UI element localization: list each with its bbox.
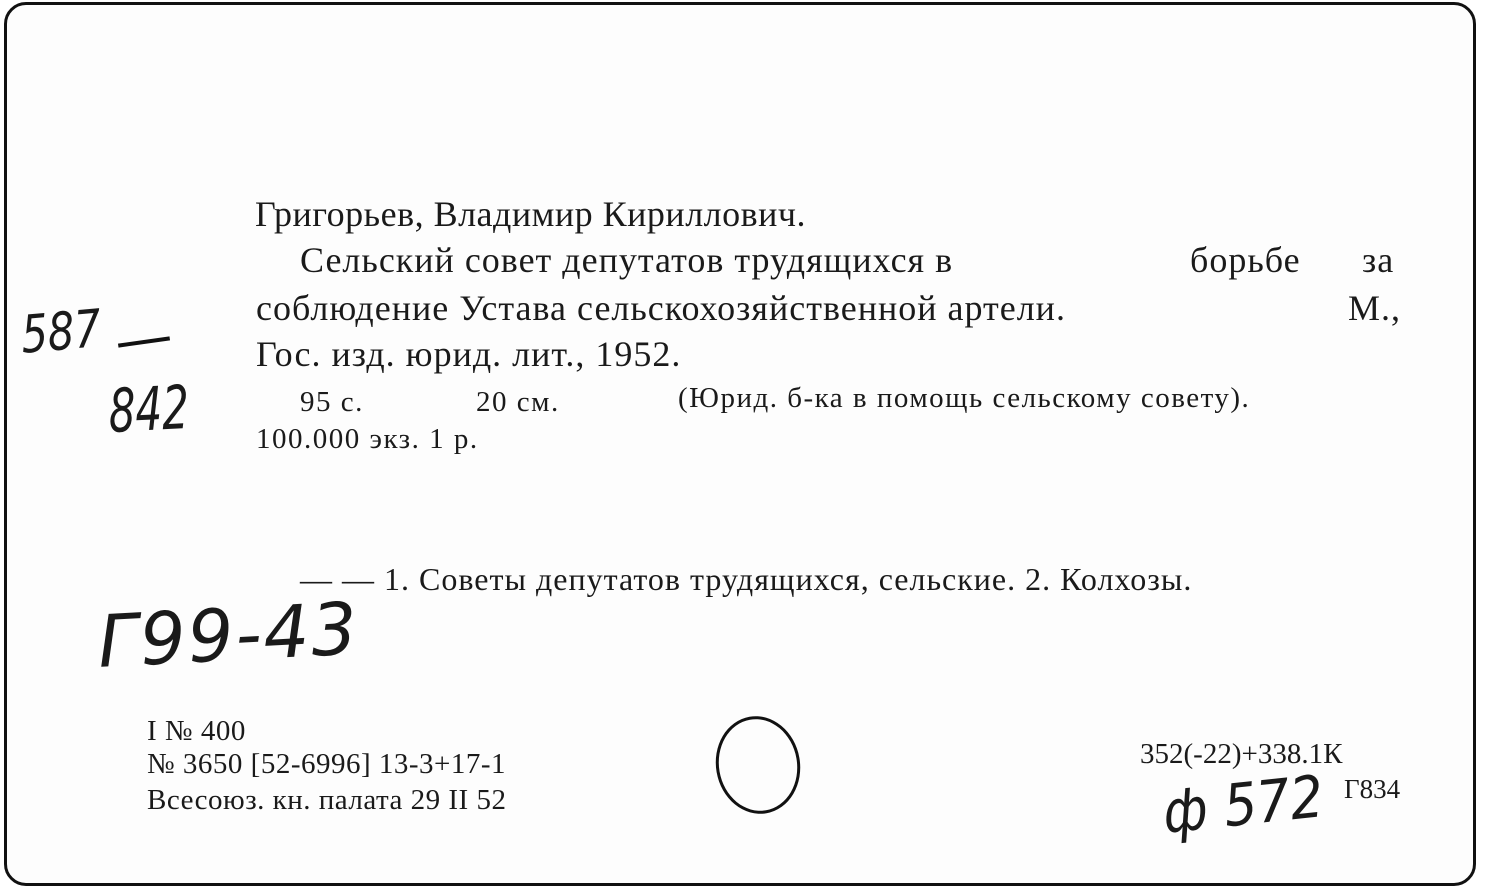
series-note: (Юрид. б-ка в помощь сельскому совету). bbox=[678, 382, 1251, 414]
imprint-line-2: № 3650 [52-6996] 13-3+17-1 bbox=[147, 748, 507, 780]
handwritten-call-number-bottom: 842 bbox=[107, 373, 190, 447]
imprint-line-3: Всесоюз. кн. палата 29 II 52 bbox=[147, 784, 507, 816]
author-heading: Григорьев, Владимир Кириллович. bbox=[255, 194, 806, 234]
title-line-2: соблюдение Устава сельскохозяйственной артели. bbox=[256, 288, 1066, 328]
pages: 95 с. bbox=[300, 386, 364, 418]
title-line-1-end: за bbox=[1362, 240, 1395, 280]
handwritten-note: ф 572 bbox=[1159, 762, 1327, 847]
publisher-line: Гос. изд. юрид. лит., 1952. bbox=[256, 334, 682, 374]
title-line-1: Сельский совет депутатов трудящихся в bbox=[300, 240, 954, 280]
imprint-line-1: I № 400 bbox=[147, 715, 246, 747]
edition-price: 100.000 экз. 1 р. bbox=[256, 423, 479, 455]
author-mark: Г834 bbox=[1344, 774, 1401, 804]
handwritten-shelf-mark: Г99-43 bbox=[95, 586, 362, 684]
classification-code: 352(-22)+338.1К bbox=[1140, 738, 1343, 770]
dimensions: 20 см. bbox=[476, 386, 560, 418]
title-line-1-word: борьбе bbox=[1190, 240, 1301, 280]
place-of-publication: М., bbox=[1348, 288, 1402, 328]
handwritten-call-number-top: 587 bbox=[19, 299, 103, 366]
subject-headings: — — 1. Советы депутатов трудящихся, сельские. 2. Колхозы. bbox=[300, 561, 1193, 597]
